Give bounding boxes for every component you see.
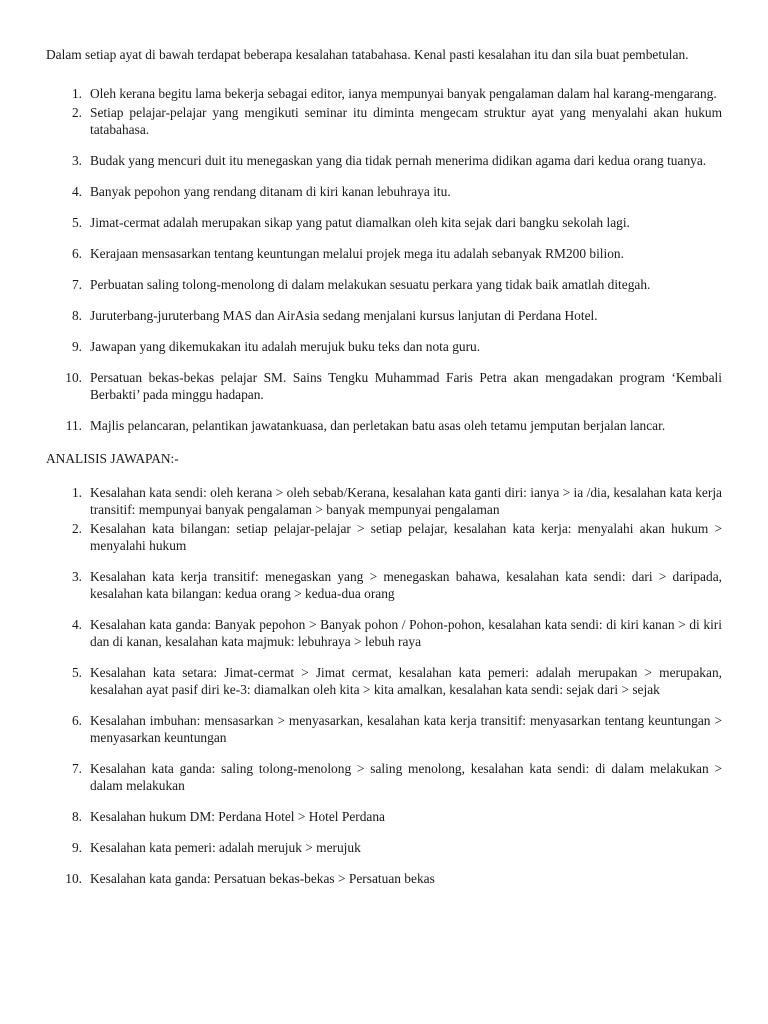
question-item: [46, 214, 722, 231]
answer-text: Kesalahan kata ganda: saling tolong-menolong > saling menolong, kesalahan kata sendi: di dalam melakukan > dalam melakukan: [90, 761, 722, 793]
item-number: 3.: [71, 153, 82, 168]
item-number: 9.: [71, 339, 82, 354]
answer-item: [46, 870, 722, 887]
question-text: Jawapan yang dikemukakan itu adalah merujuk buku teks dan nota guru.: [90, 339, 481, 354]
question-text: Banyak pepohon yang rendang ditanam di kiri kanan lebuhraya itu.: [90, 184, 451, 199]
question-item: [46, 307, 722, 324]
question-text: Oleh kerana begitu lama bekerja sebagai editor, ianya mempunyai banyak pengalaman dalam hal karang-mengarang.: [90, 86, 717, 101]
question-item: [46, 85, 722, 102]
question-text: Majlis pelancaran, pelantikan jawatankuasa, dan perletakan batu asas oleh tetamu jemputan berjalan lancar.: [90, 418, 666, 433]
item-number: 11.: [65, 418, 82, 433]
instructions-paragraph: Dalam setiap ayat di bawah terdapat beberapa kesalahan tatabahasa. Kenal pasti kesalahan itu dan sila buat pembetulan.: [46, 47, 689, 62]
question-item: [46, 104, 722, 138]
answer-item: [46, 808, 722, 825]
answer-item: [46, 616, 722, 650]
question-text: Perbuatan saling tolong-menolong di dalam melakukan sesuatu perkara yang tidak baik amatlah ditegah.: [90, 277, 651, 292]
item-number: 8.: [71, 809, 82, 824]
item-number: 7.: [71, 761, 82, 776]
item-number: 1.: [71, 86, 82, 101]
question-list: [46, 85, 722, 434]
item-number: 4.: [71, 617, 82, 632]
answer-text: Kesalahan kata ganda: Banyak pepohon > Banyak pohon / Pohon-pohon, kesalahan kata sendi: di kiri kanan > di kiri dan di kanan, kesalahan kata majmuk: lebuhraya > lebuh raya: [90, 617, 722, 649]
question-item: [46, 338, 722, 355]
answer-text: Kesalahan hukum DM: Perdana Hotel > Hotel Perdana: [90, 809, 385, 824]
question-item: [46, 276, 722, 293]
item-number: 8.: [71, 308, 82, 323]
answer-item: [46, 839, 722, 856]
question-text: Setiap pelajar-pelajar yang mengikuti seminar itu diminta mengecam struktur ayat yang menyalahi akan hukum tatabahasa.: [90, 105, 722, 137]
item-number: 2.: [71, 521, 82, 536]
question-text: Jimat-cermat adalah merupakan sikap yang patut diamalkan oleh kita sejak dari bangku sekolah lagi.: [90, 215, 630, 230]
answer-text: Kesalahan kata sendi: oleh kerana > oleh sebab/Kerana, kesalahan kata ganti diri: ianya > ia /dia, kesalahan kata kerja transitif: mempunyai banyak pengalaman > banyak mempunyai pengalaman: [90, 485, 722, 517]
item-number: 1.: [71, 485, 82, 500]
item-number: 3.: [71, 569, 82, 584]
answer-text: Kesalahan kata setara: Jimat-cermat > Jimat cermat, kesalahan kata pemeri: adalah merupakan > merupakan, kesalahan ayat pasif diri ke-3: diamalkan oleh kita > kita amalkan, kesalahan kata sendi: sejak dari > sejak: [90, 665, 722, 697]
item-number: 4.: [71, 184, 82, 199]
answer-text: Kesalahan kata ganda: Persatuan bekas-bekas > Persatuan bekas: [90, 871, 435, 886]
answer-text: Kesalahan kata bilangan: setiap pelajar-pelajar > setiap pelajar, kesalahan kata kerja: menyalahi akan hukum > menyalahi hukum: [90, 521, 722, 553]
answer-item: [46, 568, 722, 602]
item-number: 6.: [71, 713, 82, 728]
question-item: [46, 183, 722, 200]
question-text: Kerajaan mensasarkan tentang keuntungan melalui projek mega itu adalah sebanyak RM200 bilion.: [90, 246, 624, 261]
item-number: 5.: [71, 665, 82, 680]
item-number: 10.: [65, 871, 82, 886]
answer-text: Kesalahan imbuhan: mensasarkan > menyasarkan, kesalahan kata kerja transitif: menyasarkan tentang keuntungan > menyasarkan keuntungan: [90, 713, 722, 745]
answer-list: [46, 484, 722, 887]
question-item: [46, 417, 722, 434]
answer-item: [46, 760, 722, 794]
item-number: 9.: [71, 840, 82, 855]
question-item: [46, 245, 722, 262]
answer-item: [46, 664, 722, 698]
answer-text: Kesalahan kata pemeri: adalah merujuk > merujuk: [90, 840, 361, 855]
item-number: 7.: [71, 277, 82, 292]
analysis-heading: ANALISIS JAWAPAN:-: [46, 451, 179, 466]
document-page: [46, 46, 722, 887]
answer-item: [46, 520, 722, 554]
question-item: [46, 152, 722, 169]
item-number: 6.: [71, 246, 82, 261]
item-number: 2.: [71, 105, 82, 120]
question-text: Persatuan bekas-bekas pelajar SM. Sains Tengku Muhammad Faris Petra akan mengadakan program ‘Kembali Berbakti’ pada minggu hadapan.: [90, 370, 722, 402]
question-item: [46, 369, 722, 403]
item-number: 5.: [71, 215, 82, 230]
question-text: Juruterbang-juruterbang MAS dan AirAsia sedang menjalani kursus lanjutan di Perdana Hotel.: [90, 308, 598, 323]
answer-item: [46, 484, 722, 518]
answer-item: [46, 712, 722, 746]
answer-text: Kesalahan kata kerja transitif: menegaskan yang > menegaskan bahawa, kesalahan kata sendi: dari > daripada, kesalahan kata bilangan: kedua orang > kedua-dua orang: [90, 569, 722, 601]
question-text: Budak yang mencuri duit itu menegaskan yang dia tidak pernah menerima didikan agama dari kedua orang tuanya.: [90, 153, 707, 168]
item-number: 10.: [65, 370, 82, 385]
